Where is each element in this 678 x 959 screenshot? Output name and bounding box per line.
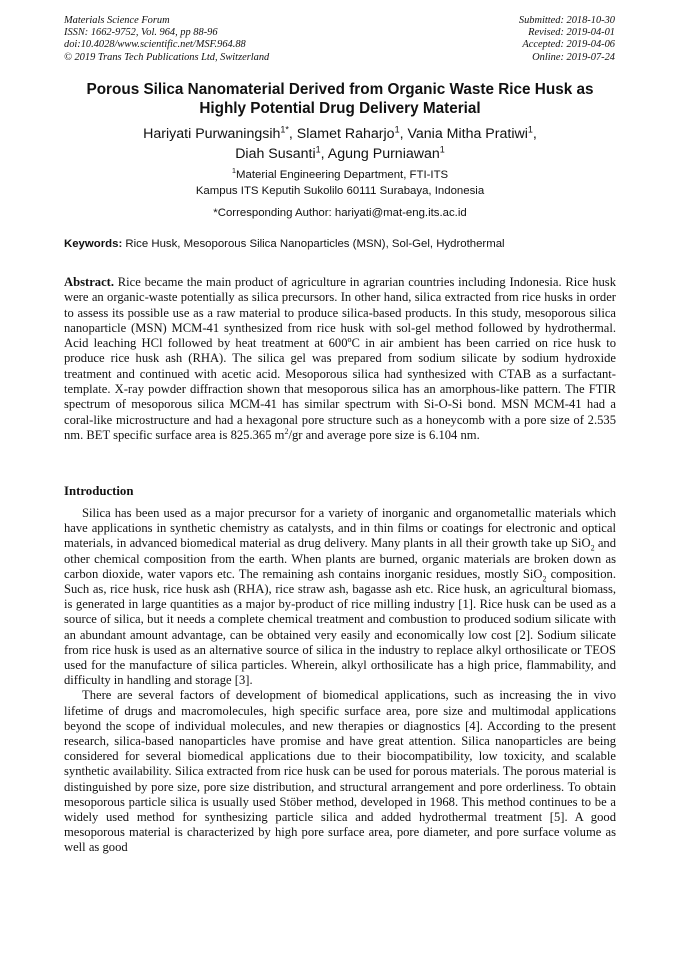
paragraph: There are several factors of development of biomedical applications, such as increasing the in vivo lifetime of drugs and macromolecules, high specific surface area, pore size and multimodal applications beyond the scope of individual molecules, and new therapies or diagnostics [4]. According to the present research, silica-based nanoparticles have promise and have great attention. Silica nanoparticles are being considered for several biomedical applications due to their biocompatibility, low toxicity, and scalable synthetic availability. Silica extracted from rice husk can be used for porous materials. The porous material is distinguished by pore size, pore size distribution, and structural arrangement and pore orderliness. To obtain mesoporous particle silica is usually used Stöber method, developed in 1968. This method continues to be a widely used method for synthesizing particle silica and added hydrothermal treatment [5]. A good mesoporous material is characterized by high pore surface area, pore diameter, and pore surface volume as well as good [64, 688, 616, 855]
squared-mark: 2 [284, 426, 289, 436]
affiliation [64, 167, 616, 199]
author-affil-mark: 1 [439, 144, 445, 155]
author-list [64, 124, 616, 164]
author-name: Slamet Raharjo [296, 126, 395, 142]
affiliation-address: Kampus ITS Keputih Sukolilo 60111 Surabaya, Indonesia [195, 185, 485, 197]
doi: doi:10.4028/www.scientific.net/MSF.964.88 [64, 39, 246, 51]
title-line: Porous Silica Nanomaterial Derived from Organic Waste Rice Husk as [86, 81, 594, 98]
author-name: Agung Purniawan [327, 146, 440, 162]
author-name: Diah Susanti [235, 146, 316, 162]
abstract-text: /gr and average pore size is 6.104 nm. [288, 427, 480, 442]
author-affil-mark: 1 [315, 144, 321, 155]
author-name: Hariyati Purwaningsih [143, 126, 281, 142]
online-date: Online: 2019-07-24 [532, 51, 615, 63]
author-affil-mark: 1 [527, 124, 533, 135]
paragraph [64, 506, 616, 688]
subscript: 2 [542, 574, 547, 584]
affiliation-line [64, 167, 616, 183]
paragraph-text: Silica has been used as a major precursor for a variety of inorganic and organometallic materials which have applications in synthetic chemistry as catalysts, and in thin films or coatings for electronic and optical materials, in advanced biomedical material as drug delivery. Many plants in all their growth take up SiO [64, 506, 616, 551]
issn-volume: ISSN: 1662-9752, Vol. 964, pp 88-96 [64, 27, 218, 39]
author-affil-mark: 1* [280, 124, 289, 135]
keywords [64, 237, 616, 251]
author-line [64, 144, 616, 164]
introduction-body [64, 506, 616, 856]
author-separator: , [320, 146, 328, 162]
abstract-text: Rice became the main product of agriculture in agrarian countries including Indonesia. Rice husk were an organic-waste potentially as silica precursors. In other hand, silica extracted from rice husks in order to assess its possible use as a raw material to produce silica-based products. In this study, mesoporous silica nanoparticle (MSN) MCM-41 synthesized from rice husk with sol-gel method followed by hydrothermal. Acid leaching HCl followed by heat treatment at 600 [64, 275, 616, 351]
author-separator: , [288, 126, 297, 142]
revised-date: Revised: 2019-04-01 [528, 27, 615, 39]
publication-dates [519, 15, 615, 64]
degree-mark: o [347, 335, 352, 344]
journal-name: Materials Science Forum [64, 15, 170, 26]
affiliation-mark: 1 [231, 166, 237, 176]
author-separator: , [399, 126, 408, 142]
title-line: Highly Potential Drug Delivery Material [199, 100, 481, 117]
keywords-text: Rice Husk, Mesoporous Silica Nanoparticles (MSN), Sol-Gel, Hydrothermal [122, 238, 505, 250]
paragraph-text: and other chemical composition from the earth. When plants are burned, organic materials are broken down as carbon dioxide, water vapors etc. The remaining ash contains inorganic residues, mostly SiO [64, 536, 616, 581]
subscript: 2 [590, 543, 595, 553]
keywords-label: Keywords: [64, 238, 123, 250]
copyright: © 2019 Trans Tech Publications Ltd, Switzerland [64, 51, 270, 63]
abstract-text: C in air ambient has been carried on rice husk to produce rice husk ash (RHA). The silica gel was prepared from sodium silicate by sodium hydroxide treatment and continued with acetic acid. Mesoporous silica had synthesized with CTAB as a surfactant-template. X-ray powder diffraction shown that mesoporous silica has an amorphous-like pattern. The FTIR spectrum of mesoporous silica MCM-41 has similar spectrum with Si-O-Si bond. MSN MCM-41 had a coral-like microstructure and had a hexagonal pore structure such as a honeycomb with a pore size of 2.535 nm. BET specific surface area is 825.365 m [64, 336, 616, 442]
author-name: Vania Mitha Pratiwi [407, 126, 528, 142]
paper-title [64, 80, 616, 118]
publication-info [64, 15, 269, 64]
abstract-label: Abstract. [64, 275, 115, 289]
author-line [64, 124, 616, 144]
paragraph-text: composition. Such as, rice husk, rice husk ash (RHA), rice straw ash, bagasse ash etc. Rice husk, an agricultural biomass, is generated in large quantities as a major by-product of rice milling industry [1]. Rice husk can be used as a source of silica, but it needs a complete chemical treatment and combustion to produced sodium silicate with an abundant amount advantage, can be obtained very easily and economically low cost [2]. Sodium silicate from rice husk is used as an alternative source of silica in the industry to replace alkyl orthosilicate or TEOS used for the manufacture of silica particles. Wherein, alkyl orthosilicate has a high price, flammability, and difficulty in handling and storage [3]. [64, 566, 616, 688]
abstract [64, 275, 616, 443]
author-separator: , [532, 126, 537, 142]
accepted-date: Accepted: 2019-04-06 [522, 39, 615, 51]
submitted-date: Submitted: 2018-10-30 [518, 15, 615, 26]
author-affil-mark: 1 [394, 124, 400, 135]
section-heading-introduction: Introduction [64, 484, 134, 498]
corresponding-author: *Corresponding Author: hariyati@mat-eng.its.ac.id [213, 207, 467, 219]
department: Material Engineering Department, FTI-ITS [236, 169, 449, 181]
